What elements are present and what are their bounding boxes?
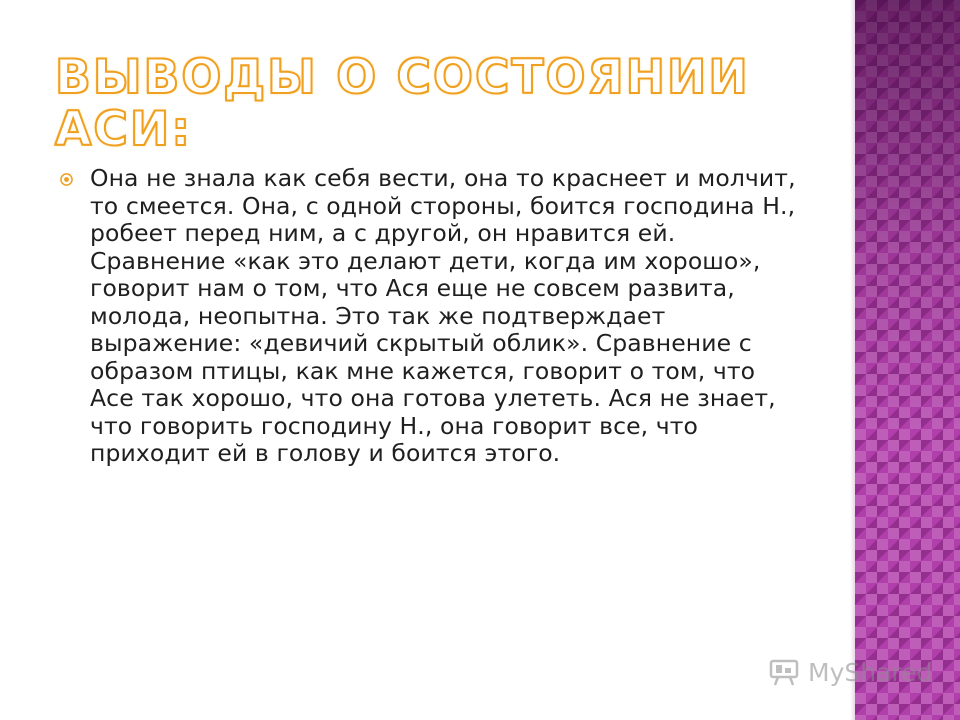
bullet-text: Она не знала как себя вести, она то краснеет и молчит, то смеется. Она, с одной стороны, боится господина Н., робеет перед ним, а с другой, он нравится ей. Сравнение «как это делают дети, когда им хорошо», говорит нам о том, что Ася еще не совсем развита, молода, неопытна. Это так же подтверждает выражение: «девичий скрытый облик». Сравнение с образом птицы, как мне кажется, говорит о том, что Асе так хорошо, что она готова улететь. Ася не знает, что говорить господину Н., она говорит все, что приходит ей в голову и боится этого. bbox=[90, 164, 796, 467]
target-bullet-icon bbox=[60, 173, 73, 186]
myshared-logo-icon bbox=[768, 657, 802, 687]
watermark-text: MyShared bbox=[808, 657, 933, 687]
bullet-item bbox=[60, 165, 805, 468]
slide-title: ВЫВОДЫ О СОСТОЯНИИ АСИ: bbox=[55, 50, 750, 157]
watermark bbox=[768, 656, 932, 688]
decorative-side-panel bbox=[855, 0, 960, 720]
slide-content bbox=[60, 165, 805, 468]
